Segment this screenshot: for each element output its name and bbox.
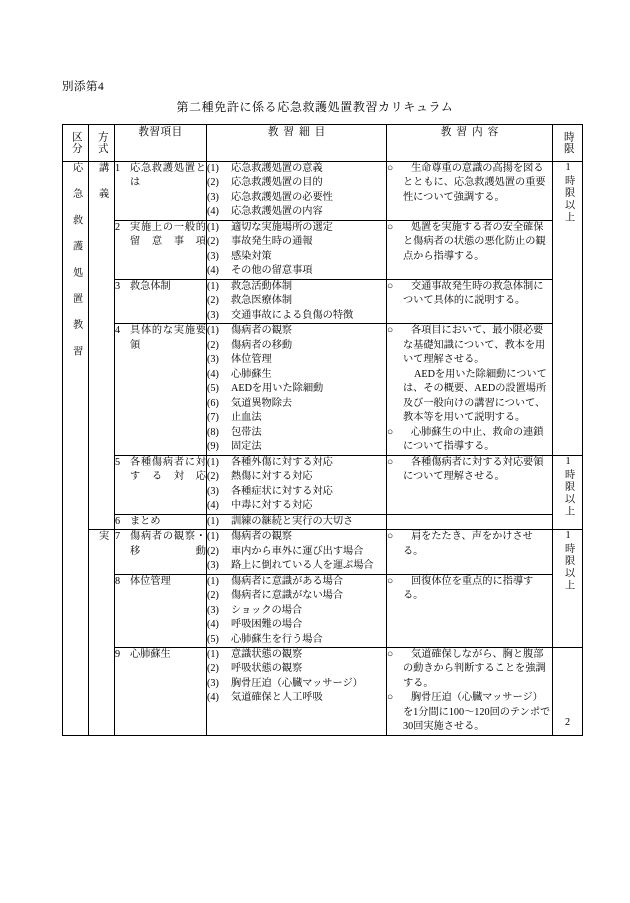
subitem-text: 各種外傷に対する対応 bbox=[231, 456, 333, 468]
houshiki-cell-practice bbox=[89, 530, 115, 736]
subitem-number: (2) bbox=[207, 177, 219, 189]
column-header-houshiki bbox=[89, 125, 115, 162]
subitem-number: (2) bbox=[207, 663, 219, 675]
content-cell bbox=[387, 514, 553, 529]
list-item bbox=[207, 677, 386, 691]
subitem-number: (3) bbox=[207, 354, 219, 366]
subitem-text: 応急救護処置の内容 bbox=[231, 206, 323, 218]
item-number: 6 bbox=[115, 515, 121, 527]
subitem-text: 傷病者の観察 bbox=[231, 531, 293, 543]
subitem-text: 路上に倒れている人を運ぶ場合 bbox=[231, 560, 374, 572]
list-item bbox=[207, 440, 386, 454]
subitem-text: 胸骨圧迫（心臓マッサージ） bbox=[231, 677, 363, 689]
item-number: 9 bbox=[115, 648, 121, 660]
subitem-number: (3) bbox=[207, 191, 219, 203]
item-title-cell bbox=[115, 324, 207, 455]
subitem-text: 各種症状に対する対応 bbox=[231, 485, 333, 497]
subitem-text: 傷病者に意識がない場合 bbox=[231, 590, 344, 602]
subitems-cell bbox=[207, 574, 387, 647]
subitem-list bbox=[207, 280, 386, 323]
jigen-cell bbox=[553, 647, 583, 735]
list-item bbox=[207, 604, 386, 618]
list-item bbox=[207, 456, 386, 470]
subitems-cell bbox=[207, 514, 387, 529]
subitem-number: (6) bbox=[207, 397, 219, 409]
item-title-cell bbox=[115, 574, 207, 647]
subitem-list bbox=[207, 648, 386, 706]
content-note bbox=[387, 426, 552, 455]
item-title-cell bbox=[115, 647, 207, 735]
subitem-text: 応急救護処置の意義 bbox=[231, 163, 323, 174]
subitem-text: 呼吸状態の観察 bbox=[231, 663, 303, 675]
subitem-text: 止血法 bbox=[231, 412, 262, 424]
circle-bullet-icon: ○ bbox=[387, 163, 394, 174]
item-number: 7 bbox=[115, 531, 121, 543]
content-note bbox=[387, 691, 552, 734]
column-header-kubun-label: 区分 bbox=[70, 131, 82, 155]
item-name: 傷病者の観察・移動 bbox=[130, 531, 206, 557]
subitem-number: (3) bbox=[207, 604, 219, 616]
list-item bbox=[207, 662, 386, 676]
subitem-number: (4) bbox=[207, 619, 219, 631]
subitem-number: (4) bbox=[207, 206, 219, 218]
subitem-number: (1) bbox=[207, 515, 219, 527]
content-note bbox=[387, 162, 552, 205]
column-header-kubun bbox=[63, 125, 89, 162]
subitem-text: 車内から車外に運び出す場合 bbox=[231, 545, 364, 557]
subitem-text: 熱傷に対する対応 bbox=[231, 471, 313, 483]
list-item bbox=[207, 515, 386, 529]
list-item bbox=[207, 250, 386, 264]
table-row bbox=[63, 162, 583, 221]
content-cell bbox=[387, 574, 553, 647]
subitem-list bbox=[207, 324, 386, 454]
column-header-jigen-label: 時限 bbox=[562, 131, 574, 155]
subitem-number: (1) bbox=[207, 163, 219, 174]
content-note-text: 交通事故発生時の救急体制について具体的に説明する。 bbox=[403, 280, 544, 307]
list-item bbox=[207, 691, 386, 705]
subitem-number: (2) bbox=[207, 339, 219, 351]
subitem-number: (2) bbox=[207, 236, 219, 248]
circle-bullet-icon: ○ bbox=[387, 426, 394, 438]
subitem-number: (5) bbox=[207, 383, 219, 395]
content-cell bbox=[387, 647, 553, 735]
list-item bbox=[207, 191, 386, 205]
subitem-text: 適切な実施場所の選定 bbox=[231, 221, 333, 233]
list-item bbox=[207, 176, 386, 190]
subitems-cell bbox=[207, 530, 387, 574]
circle-bullet-icon: ○ bbox=[387, 456, 394, 468]
content-cell bbox=[387, 455, 553, 514]
table-row bbox=[63, 647, 583, 735]
subitems-cell bbox=[207, 647, 387, 735]
list-item bbox=[207, 618, 386, 632]
subitem-number: (9) bbox=[207, 441, 219, 453]
subitem-number: (2) bbox=[207, 590, 219, 602]
table-row bbox=[63, 324, 583, 455]
list-item bbox=[207, 397, 386, 411]
content-note-text: 各種傷病者に対する対応要領について理解させる。 bbox=[403, 456, 544, 483]
content-note-text: 処置を実施する者の安全確保と傷病者の状態の悪化防止の観点から指導する。 bbox=[403, 221, 546, 262]
document-reference-number: 別添第4 bbox=[62, 81, 105, 93]
subitem-text: 傷病者の観察 bbox=[231, 325, 293, 337]
subitem-number: (2) bbox=[207, 471, 219, 483]
subitem-text: 体位管理 bbox=[231, 354, 272, 366]
column-header-jigen bbox=[553, 125, 583, 162]
subitem-text: 中毒に対する対応 bbox=[231, 500, 313, 512]
list-item bbox=[207, 162, 386, 176]
content-note-text: 肩をたたき、声をかけさせる。 bbox=[403, 531, 533, 557]
content-note bbox=[387, 456, 552, 485]
subitem-number: (1) bbox=[207, 456, 219, 468]
table-row bbox=[63, 220, 583, 279]
column-header-koumoku bbox=[115, 125, 207, 162]
item-number: 5 bbox=[115, 456, 121, 468]
item-name: 救急体制 bbox=[130, 280, 171, 292]
subitem-text: 救急活動体制 bbox=[231, 280, 293, 292]
content-cell bbox=[387, 162, 553, 221]
content-cell bbox=[387, 220, 553, 279]
subitem-number: (3) bbox=[207, 250, 219, 262]
subitem-number: (2) bbox=[207, 295, 219, 307]
column-header-naiyou-label: 教習内容 bbox=[440, 127, 504, 138]
list-item bbox=[207, 280, 386, 294]
houshiki-practice-label: 実 bbox=[96, 530, 108, 541]
subitem-number: (1) bbox=[207, 575, 219, 587]
content-note-text: 胸骨圧迫（心臓マッサージ）を1分間に100〜120回のテンポで30回実施させる。 bbox=[403, 692, 551, 733]
subitem-text: 包帯法 bbox=[231, 426, 262, 438]
subitem-text: 訓練の継続と実行の大切さ bbox=[231, 515, 354, 527]
content-note bbox=[387, 530, 552, 559]
content-note bbox=[387, 575, 552, 604]
subitem-number: (3) bbox=[207, 309, 219, 321]
jigen-label: 1時限以上 bbox=[562, 162, 574, 224]
content-cell bbox=[387, 324, 553, 455]
houshiki-cell-lecture bbox=[89, 162, 115, 530]
subitem-number: (4) bbox=[207, 500, 219, 512]
subitem-text: 傷病者の移動 bbox=[231, 339, 293, 351]
table-row bbox=[63, 530, 583, 574]
list-item bbox=[207, 294, 386, 308]
list-item bbox=[207, 339, 386, 353]
subitem-text: 心肺蘇生 bbox=[231, 368, 272, 380]
item-number: 1 bbox=[115, 163, 121, 174]
item-number: 8 bbox=[115, 575, 121, 587]
list-item bbox=[207, 633, 386, 647]
table-header-row bbox=[63, 125, 583, 162]
item-name: 体位管理 bbox=[130, 575, 171, 587]
list-item bbox=[207, 470, 386, 484]
list-item bbox=[207, 485, 386, 499]
subitem-number: (1) bbox=[207, 221, 219, 233]
table-row bbox=[63, 514, 583, 529]
content-note bbox=[387, 648, 552, 691]
item-title-cell bbox=[115, 220, 207, 279]
column-header-houshiki-label: 方式 bbox=[96, 131, 108, 155]
subitem-text: 感染対策 bbox=[231, 250, 272, 262]
table-row bbox=[63, 455, 583, 514]
list-item bbox=[207, 324, 386, 338]
subitem-text: 交通事故による負傷の特徴 bbox=[231, 309, 354, 321]
list-item bbox=[207, 426, 386, 440]
subitem-text: その他の留意事項 bbox=[231, 265, 313, 277]
subitem-number: (5) bbox=[207, 633, 219, 645]
list-item bbox=[207, 575, 386, 589]
circle-bullet-icon: ○ bbox=[387, 325, 394, 337]
content-note-text: 気道確保しながら、胸と腹部の動きから判断することを強調する。 bbox=[403, 648, 546, 689]
item-number: 3 bbox=[115, 280, 121, 292]
subitem-number: (8) bbox=[207, 426, 219, 438]
column-header-saimoku bbox=[207, 125, 387, 162]
subitem-text: 応急救護処置の必要性 bbox=[231, 191, 333, 203]
item-title-cell bbox=[115, 162, 207, 221]
list-item bbox=[207, 221, 386, 235]
column-header-naiyou bbox=[387, 125, 553, 162]
item-number: 2 bbox=[115, 221, 121, 233]
curriculum-table bbox=[62, 124, 583, 736]
item-title-cell bbox=[115, 530, 207, 574]
content-note-text: 生命尊重の意識の高揚を図るとともに、応急救護処置の重要性について強調する。 bbox=[403, 163, 546, 203]
subitem-number: (1) bbox=[207, 280, 219, 292]
content-note bbox=[387, 280, 552, 309]
jigen-label: 1時限以上 bbox=[562, 530, 574, 592]
list-item bbox=[207, 309, 386, 323]
subitem-text: 気道確保と人工呼吸 bbox=[231, 692, 323, 704]
subitems-cell bbox=[207, 324, 387, 455]
subitem-number: (7) bbox=[207, 412, 219, 424]
list-item bbox=[207, 382, 386, 396]
subitem-number: (3) bbox=[207, 485, 219, 497]
content-note-text: 心肺蘇生の中止、救命の連鎖について指導する。 bbox=[403, 426, 544, 453]
jigen-label: 1時限以上 bbox=[562, 455, 574, 518]
subitem-list bbox=[207, 162, 386, 220]
subitem-text: ショックの場合 bbox=[231, 604, 303, 616]
item-name: 具体的な実施要領 bbox=[130, 325, 206, 351]
subitem-text: 事故発生時の通報 bbox=[231, 236, 313, 248]
subitem-list bbox=[207, 530, 386, 573]
circle-bullet-icon: ○ bbox=[387, 221, 394, 233]
table-row bbox=[63, 574, 583, 647]
item-name: 心肺蘇生 bbox=[130, 648, 171, 660]
list-item bbox=[207, 499, 386, 513]
document-title: 第二種免許に係る応急救護処置教習カリキュラム bbox=[176, 100, 454, 114]
subitem-number: (1) bbox=[207, 531, 219, 543]
item-title-cell bbox=[115, 279, 207, 323]
circle-bullet-icon: ○ bbox=[387, 648, 394, 660]
subitem-text: 応急救護処置の目的 bbox=[231, 177, 323, 189]
list-item bbox=[207, 353, 386, 367]
circle-bullet-icon: ○ bbox=[387, 575, 394, 587]
list-item bbox=[207, 530, 386, 544]
table-row bbox=[63, 279, 583, 323]
content-note-text: 各項目において、最小限必要な基礎知識について、教本を用いて理解させる。 bbox=[403, 325, 546, 366]
subitem-number: (1) bbox=[207, 325, 219, 337]
circle-bullet-icon: ○ bbox=[387, 692, 394, 704]
list-item bbox=[207, 368, 386, 382]
subitem-list bbox=[207, 575, 386, 647]
column-header-koumoku-label: 教習項目 bbox=[138, 127, 183, 138]
subitem-list bbox=[207, 515, 386, 529]
kubun-label: 応急救護処置教習 bbox=[70, 162, 82, 372]
list-item bbox=[207, 264, 386, 278]
item-name: 応急救護処置とは bbox=[130, 163, 206, 189]
subitem-number: (2) bbox=[207, 545, 219, 557]
circle-bullet-icon: ○ bbox=[387, 531, 394, 543]
list-item bbox=[207, 411, 386, 425]
subitem-number: (4) bbox=[207, 692, 219, 704]
item-name: まとめ bbox=[130, 515, 161, 527]
list-item bbox=[207, 545, 386, 559]
item-title-cell bbox=[115, 455, 207, 514]
list-item bbox=[207, 589, 386, 603]
subitem-number: (4) bbox=[207, 368, 219, 380]
circle-bullet-icon: ○ bbox=[387, 280, 394, 292]
subitem-text: 呼吸困難の場合 bbox=[231, 619, 303, 631]
subitem-number: (1) bbox=[207, 648, 219, 660]
subitem-text: AEDを用いた除細動 bbox=[231, 383, 324, 395]
list-item bbox=[207, 648, 386, 662]
subitem-text: 心肺蘇生を行う場合 bbox=[231, 633, 323, 645]
subitem-list bbox=[207, 456, 386, 514]
subitems-cell bbox=[207, 220, 387, 279]
kubun-cell bbox=[63, 162, 89, 736]
content-note bbox=[387, 221, 552, 264]
subitem-text: 固定法 bbox=[231, 441, 262, 453]
item-name: 各種傷病者に対する対応 bbox=[130, 456, 206, 483]
list-item bbox=[207, 235, 386, 249]
item-title-cell bbox=[115, 514, 207, 529]
subitems-cell bbox=[207, 279, 387, 323]
column-header-saimoku-label: 教習細目 bbox=[267, 127, 331, 138]
jigen-cell bbox=[553, 162, 583, 456]
content-note bbox=[387, 324, 552, 367]
subitem-text: 傷病者に意識がある場合 bbox=[231, 575, 344, 587]
subitem-list bbox=[207, 221, 386, 279]
jigen-label: 2 bbox=[564, 717, 571, 729]
jigen-cell bbox=[553, 455, 583, 529]
subitem-text: 気道異物除去 bbox=[231, 397, 293, 409]
subitem-number: (3) bbox=[207, 560, 219, 572]
subitem-text: 意識状態の観察 bbox=[231, 648, 303, 660]
houshiki-lecture-label: 講義 bbox=[96, 162, 108, 215]
jigen-cell bbox=[553, 530, 583, 648]
subitem-text: 救急医療体制 bbox=[231, 295, 293, 307]
subitem-number: (4) bbox=[207, 265, 219, 277]
list-item bbox=[207, 559, 386, 573]
content-note-text: 回復体位を重点的に指導する。 bbox=[403, 575, 534, 602]
content-cell bbox=[387, 530, 553, 574]
content-cell bbox=[387, 279, 553, 323]
subitems-cell bbox=[207, 455, 387, 514]
subitems-cell bbox=[207, 162, 387, 221]
content-note-continuation: AEDを用いた除細動については、その概要、AEDの設置場所及び一般向けの講習について、教本等を用いて説明する。 bbox=[403, 368, 547, 424]
item-number: 4 bbox=[115, 325, 121, 337]
subitem-number: (3) bbox=[207, 677, 219, 689]
item-name: 実施上の一般的留意事項 bbox=[130, 221, 206, 248]
list-item bbox=[207, 205, 386, 219]
